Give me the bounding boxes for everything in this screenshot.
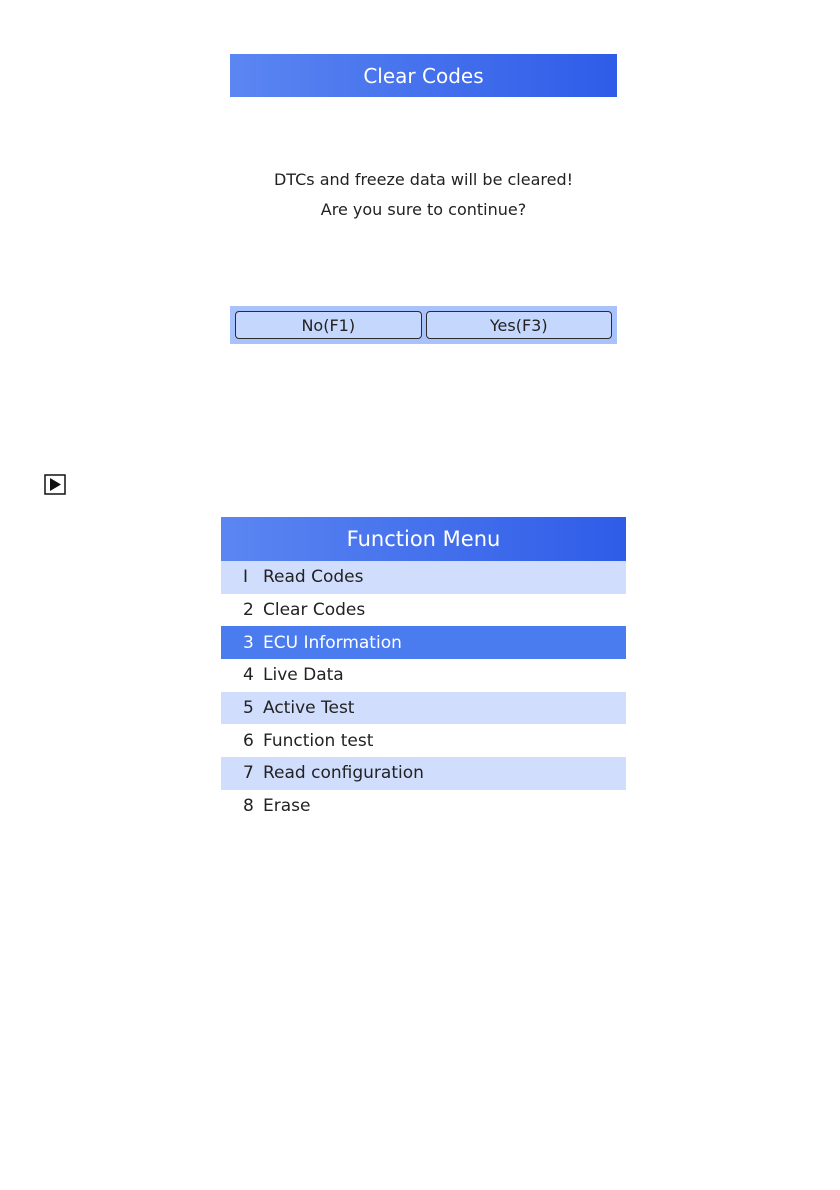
clear-codes-title: Clear Codes (230, 54, 617, 97)
menu-item-label: Active Test (263, 698, 355, 719)
menu-item-label: ECU Information (263, 632, 402, 653)
menu-item-function-test[interactable] (221, 724, 626, 757)
menu-item-number: 6 (243, 730, 254, 751)
menu-item-number: 5 (243, 698, 254, 719)
menu-item-label: Function test (263, 730, 374, 751)
menu-item-clear-codes[interactable] (221, 594, 626, 627)
menu-item-ecu-information[interactable] (221, 626, 626, 659)
dialog-button-bar (230, 306, 617, 344)
menu-item-number: 4 (243, 665, 254, 686)
menu-item-label: Erase (263, 796, 311, 817)
menu-item-read-configuration[interactable] (221, 757, 626, 790)
menu-item-erase[interactable] (221, 790, 626, 823)
menu-item-number: 2 (243, 600, 254, 621)
menu-item-number: 7 (243, 763, 254, 784)
menu-item-label: Clear Codes (263, 600, 366, 621)
menu-item-number: 8 (243, 796, 254, 817)
function-menu (221, 517, 626, 823)
no-button[interactable]: No(F1) (235, 311, 422, 339)
menu-item-read-codes[interactable] (221, 561, 626, 594)
menu-item-live-data[interactable] (221, 659, 626, 692)
confirm-question: Are you sure to continue? (320, 200, 527, 219)
menu-item-number: 3 (243, 632, 254, 653)
menu-item-number: I (243, 567, 249, 588)
menu-item-label: Read configuration (263, 763, 424, 784)
play-triangle-icon (44, 474, 66, 495)
menu-item-label: Read Codes (263, 567, 364, 588)
function-menu-title: Function Menu (221, 517, 626, 561)
yes-button[interactable]: Yes(F3) (426, 311, 613, 339)
menu-item-label: Live Data (263, 665, 344, 686)
warning-message: DTCs and freeze data will be cleared! (273, 170, 574, 189)
menu-item-active-test[interactable] (221, 692, 626, 725)
